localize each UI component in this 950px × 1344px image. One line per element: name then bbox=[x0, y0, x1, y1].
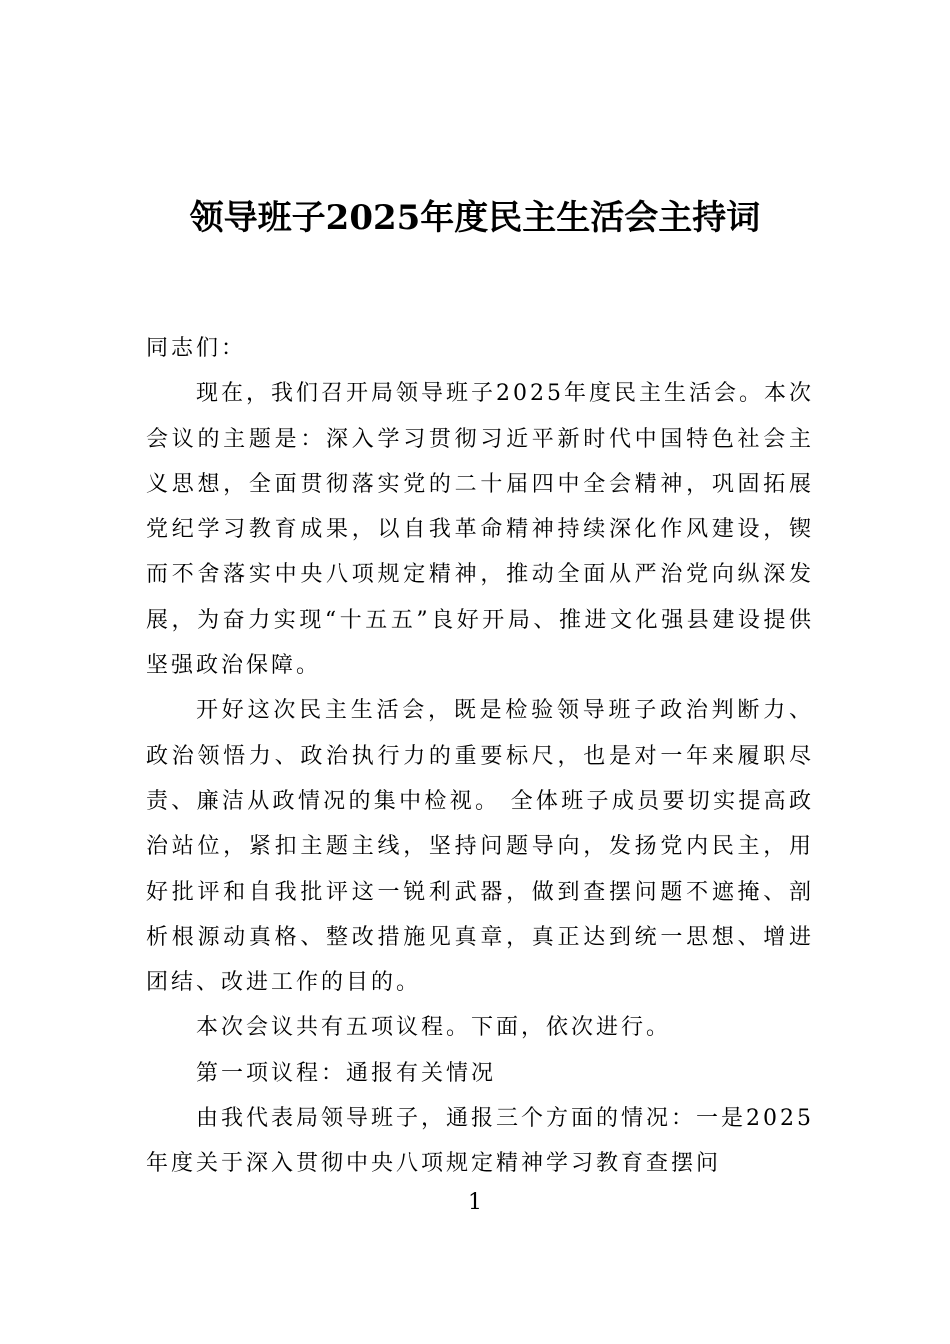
paragraph-agenda-item-1: 第一项议程：通报有关情况 bbox=[196, 1060, 497, 1086]
page-title: 领导班子2025年度民主生活会主持词 bbox=[189, 198, 761, 238]
paragraph-opening: 现在，我们召开局领导班子2025年度民主生活会。本次会议的主题是：深入学习贯彻习近平新时代中国特色社会主义思想，全面贯彻落实党的二十届四中全会精神，巩固拓展党纪学习教育成果，以自我革命精神持续深化作风建设，锲而不舍落实中央八项规定精神，推动全面从严治党向纵深发展，为奋力实现“十五五”良好开局、推进文化强县建设提供坚强政治保障。 bbox=[146, 381, 814, 679]
paragraph-requirements: 开好这次民主生活会，既是检验领导班子政治判断力、政治领悟力、政治执行力的重要标尺，也是对一年来履职尽责、廉洁从政情况的集中检视。 全体班子成员要切实提高政治站位，紧扣主题主线，坚持问题导向，发扬党内民主，用好批评和自我批评这一锐利武器，做到查摆问题不遮掩、剖析根源动真格、整改措施见真章，真正达到统一思想、增进团结、改进工作的目的。 bbox=[146, 698, 814, 996]
document-body bbox=[146, 326, 814, 1187]
page-number: 1 bbox=[468, 1190, 482, 1215]
salutation: 同志们： bbox=[146, 336, 247, 361]
paragraph-report: 由我代表局领导班子，通报三个方面的情况：一是2025年度关于深入贯彻中央八项规定精神学习教育查摆问 bbox=[146, 1106, 814, 1177]
paragraph-agenda-intro: 本次会议共有五项议程。下面，依次进行。 bbox=[196, 1015, 672, 1041]
